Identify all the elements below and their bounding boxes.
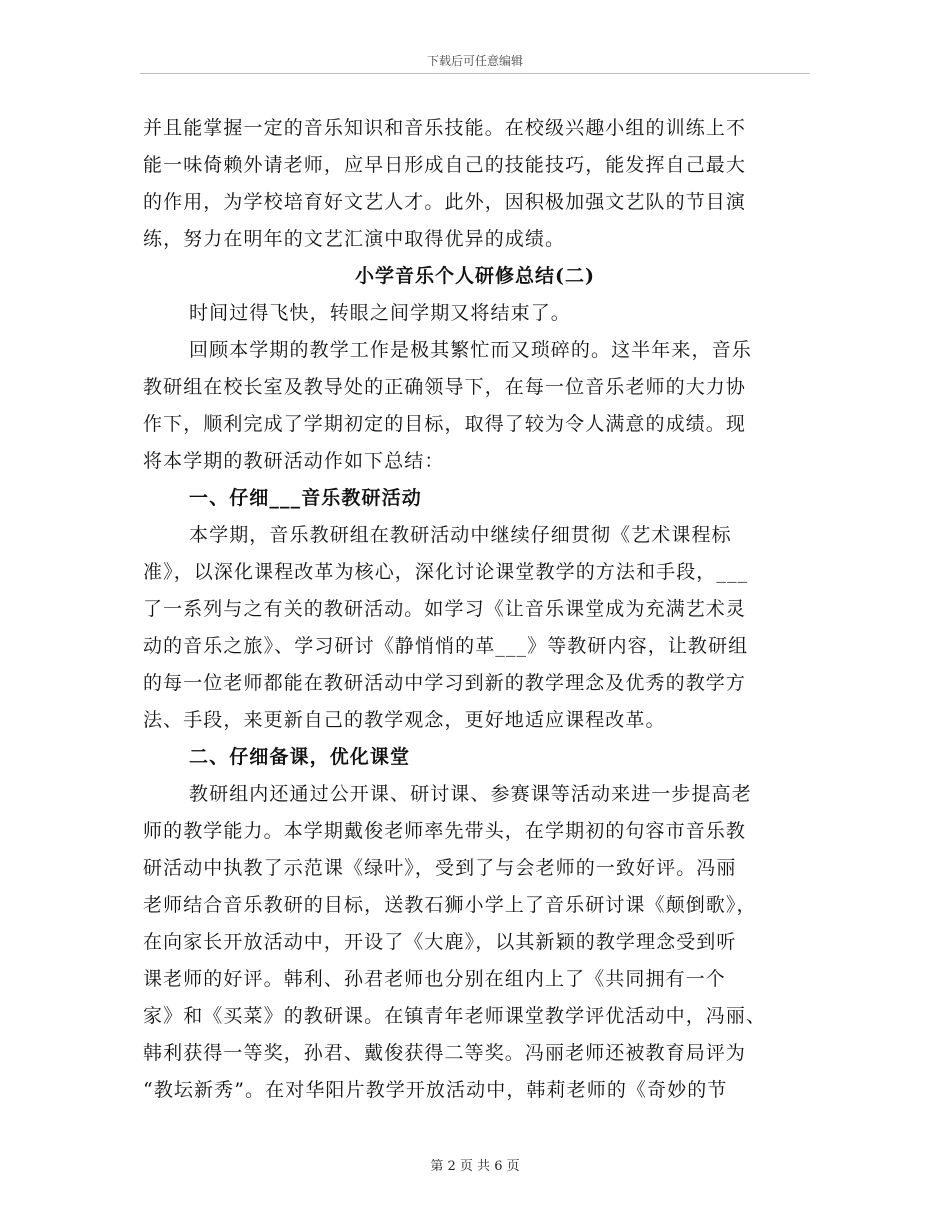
text-line: 回顾本学期的教学工作是极其繁忙而又琐碎的。这半年来，音乐 — [189, 339, 752, 361]
text-line: 并且能掌握一定的音乐知识和音乐技能。在校级兴趣小组的训练上不 — [143, 117, 747, 139]
text-line: 在向家长开放活动中，开设了《大鹿》，以其新颖的教学理念受到听 — [143, 931, 737, 953]
text-line: 老师结合音乐教研的目标，送教石狮小学上了音乐研讨课《颠倒歌》， — [143, 894, 757, 916]
text-line: 教研组在校长室及教导处的正确领导下，在每一位音乐老师的大力协 — [143, 376, 747, 398]
text-line: 法、手段，来更新自己的教学观念，更好地适应课程改革。 — [143, 709, 666, 731]
text-line: 将本学期的教研活动作如下总结： — [143, 450, 445, 472]
text-line: 本学期，音乐教研组在教研活动中继续仔细贯彻《艺术课程标 — [189, 524, 732, 546]
text-line: 能一味倚赖外请老师，应早日形成自己的技能技巧，能发挥自己最大 — [143, 154, 747, 176]
header-divider — [140, 73, 810, 74]
text-line: 师的教学能力。本学期戴俊老师率先带头，在学期初的句容市音乐教 — [143, 820, 747, 842]
subheading: 一、仔细___音乐教研活动 — [189, 487, 422, 509]
text-line: 课老师的好评。韩利、孙君老师也分别在组内上了《共同拥有一个 — [143, 968, 726, 990]
text-line: 练，努力在明年的文艺汇演中取得优异的成绩。 — [143, 228, 566, 250]
text-line: 韩利获得一等奖，孙君、戴俊获得二等奖。冯丽老师还被教育局评为 — [143, 1042, 747, 1064]
document-body — [143, 110, 807, 1109]
text-line: 准》，以深化课程改革为核心，深化讨论课堂教学的方法和手段，___ — [143, 561, 749, 583]
text-line: “教坛新秀”。在对华阳片教学开放活动中，韩莉老师的《奇妙的节 — [143, 1079, 728, 1101]
section-title: 小学音乐个人研修总结(二) — [355, 265, 595, 287]
text-line: 作下，顺利完成了学期初定的目标，取得了较为令人满意的成绩。现 — [143, 413, 747, 435]
page-header: 下载后可任意编辑 — [426, 54, 523, 68]
text-line: 的作用，为学校培育好文艺人才。此外，因积极加强文艺队的节目演 — [143, 191, 747, 213]
subheading: 二、仔细备课，优化课堂 — [189, 746, 411, 768]
text-line: 了一系列与之有关的教研活动。如学习《让音乐课堂成为充满艺术灵 — [143, 598, 747, 620]
text-line: 动的音乐之旅》、学习研讨《静悄悄的革___》等教研内容，让教研组 — [143, 635, 749, 657]
text-line: 时间过得飞快，转眼之间学期又将结束了。 — [189, 302, 571, 324]
text-line: 家》和《买菜》的教研课。在镇青年老师课堂教学评优活动中，冯丽、 — [143, 1005, 767, 1027]
text-line: 研活动中执教了示范课《绿叶》，受到了与会老师的一致好评。冯丽 — [143, 857, 737, 879]
text-line: 教研组内还通过公开课、研讨课、参赛课等活动来进一步提高老 — [189, 783, 752, 805]
page-number: 第 2 页 共 6 页 — [430, 1159, 520, 1174]
text-line: 的每一位老师都能在教研活动中学习到新的教学理念及优秀的教学方 — [143, 672, 747, 694]
